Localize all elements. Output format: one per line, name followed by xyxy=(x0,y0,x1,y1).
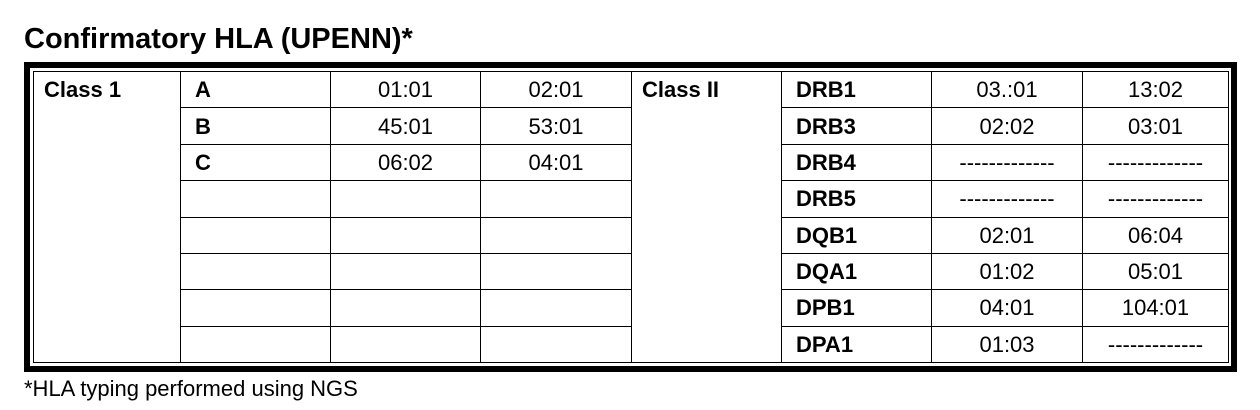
class1-allele2 xyxy=(481,181,632,217)
class1-allele2 xyxy=(481,217,632,253)
class2-label: Class II xyxy=(632,72,782,363)
class2-allele2: 05:01 xyxy=(1083,253,1229,289)
class2-allele2: 06:04 xyxy=(1083,217,1229,253)
class1-locus xyxy=(181,290,331,326)
class2-allele1: 02:01 xyxy=(932,217,1083,253)
class1-locus xyxy=(181,253,331,289)
class2-allele1: ------------- xyxy=(932,144,1083,180)
class2-locus: DPA1 xyxy=(782,326,932,362)
class1-locus xyxy=(181,326,331,362)
class1-locus xyxy=(181,181,331,217)
table-row xyxy=(34,144,1229,180)
class2-locus: DRB1 xyxy=(782,72,932,108)
class1-allele1 xyxy=(331,217,481,253)
class2-allele1: 01:02 xyxy=(932,253,1083,289)
class2-allele1: 02:02 xyxy=(932,108,1083,144)
class1-allele2: 53:01 xyxy=(481,108,632,144)
class1-allele1 xyxy=(331,290,481,326)
table-row xyxy=(34,181,1229,217)
class2-allele2: ------------- xyxy=(1083,326,1229,362)
class2-locus: DRB3 xyxy=(782,108,932,144)
footnote: *HLA typing performed using NGS xyxy=(24,376,358,401)
table-row xyxy=(34,72,1229,108)
table-row xyxy=(34,217,1229,253)
class2-allele1: 01:03 xyxy=(932,326,1083,362)
class2-locus: DQB1 xyxy=(782,217,932,253)
table-row xyxy=(34,108,1229,144)
class1-locus xyxy=(181,217,331,253)
class2-allele1: 04:01 xyxy=(932,290,1083,326)
class2-locus: DRB4 xyxy=(782,144,932,180)
table-row xyxy=(34,326,1229,362)
class1-allele2: 02:01 xyxy=(481,72,632,108)
class2-allele2: 104:01 xyxy=(1083,290,1229,326)
class2-locus: DQA1 xyxy=(782,253,932,289)
class1-locus: A xyxy=(181,72,331,108)
class2-allele2: ------------- xyxy=(1083,181,1229,217)
class2-allele2: ------------- xyxy=(1083,144,1229,180)
class1-allele1 xyxy=(331,181,481,217)
class1-allele2 xyxy=(481,253,632,289)
class1-allele1 xyxy=(331,253,481,289)
class1-allele1: 45:01 xyxy=(331,108,481,144)
class1-allele1 xyxy=(331,326,481,362)
page-title: Confirmatory HLA (UPENN)* xyxy=(24,23,413,55)
class1-allele2 xyxy=(481,326,632,362)
class2-allele2: 03:01 xyxy=(1083,108,1229,144)
class2-allele1: 03.:01 xyxy=(932,72,1083,108)
class2-allele1: ------------- xyxy=(932,181,1083,217)
class1-allele1: 01:01 xyxy=(331,72,481,108)
class1-label: Class 1 xyxy=(34,72,181,363)
hla-table-frame xyxy=(24,62,1237,372)
class1-locus: B xyxy=(181,108,331,144)
class2-locus: DPB1 xyxy=(782,290,932,326)
table-row xyxy=(34,253,1229,289)
class2-allele2: 13:02 xyxy=(1083,72,1229,108)
class2-locus: DRB5 xyxy=(782,181,932,217)
class1-allele1: 06:02 xyxy=(331,144,481,180)
class1-allele2: 04:01 xyxy=(481,144,632,180)
class1-locus: C xyxy=(181,144,331,180)
class1-allele2 xyxy=(481,290,632,326)
hla-typing-table xyxy=(33,71,1229,363)
table-row xyxy=(34,290,1229,326)
